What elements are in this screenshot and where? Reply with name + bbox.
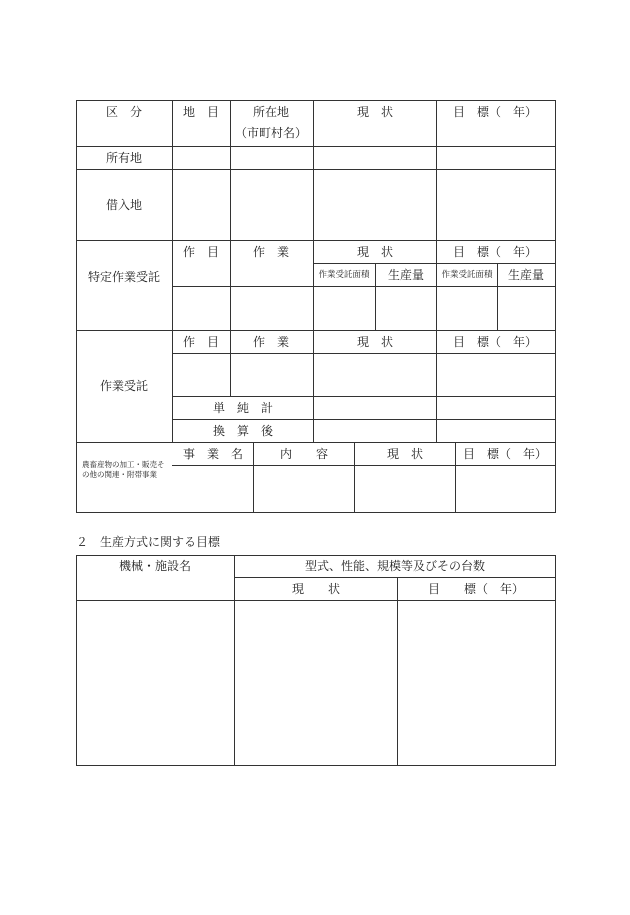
section2-mokuhyo: 目 標（ 年） (427, 582, 525, 596)
katashiki-header: 型式、性能、規模等及びその台数 (304, 559, 486, 573)
col-sep (253, 442, 254, 513)
col-sep (436, 100, 437, 443)
row-sep (76, 442, 556, 443)
tokutei-seisanryo-genjo: 生産量 (387, 268, 425, 282)
tokutei-sakumoku: 作 目 (182, 245, 220, 259)
row-sep (313, 263, 556, 264)
kariirechi-label: 借入地 (105, 198, 143, 212)
mokuhyo-header: 目 標（ 年） (452, 105, 538, 119)
row-sep (172, 465, 556, 466)
kubun-header: 区 分 (105, 105, 143, 119)
section2-title: ２ 生産方式に関する目標 (76, 535, 221, 549)
row-sep (76, 330, 556, 331)
col-sep (354, 442, 355, 513)
kako-jigyomei: 事 業 名 (182, 447, 244, 461)
kako-naiyo: 内 容 (279, 447, 329, 461)
tokutei-seisanryo-mokuhyo: 生産量 (507, 268, 545, 282)
row-sep (234, 577, 556, 578)
sagyo-sagyo: 作 業 (252, 335, 290, 349)
kansango-label: 換 算 後 (212, 424, 274, 438)
row-sep (76, 146, 556, 147)
col-sep (375, 263, 376, 331)
shoyuchi-label: 所有地 (105, 151, 143, 165)
chimoku-header: 地 目 (182, 105, 220, 119)
shozaichi-header: 所在地 (252, 105, 290, 119)
kako-genjo: 現 状 (386, 447, 424, 461)
tokutei-genjo: 現 状 (356, 245, 394, 259)
tokutei-menseki-genjo: 作業受託面積 (318, 270, 370, 280)
table2-top-border (76, 555, 556, 556)
genjo-header: 現 状 (356, 105, 394, 119)
col-sep (313, 100, 314, 443)
table1-right-border (555, 100, 556, 513)
kako-label: 農畜産物の加工・販売その他の関連・附帯事業 (82, 460, 165, 479)
table1-bottom-border (76, 512, 556, 513)
col-sep (397, 577, 398, 766)
tokutei-mokuhyo: 目 標（ 年） (452, 245, 538, 259)
shichoson-header: （市町村名） (234, 126, 308, 140)
table2-bottom-border (76, 765, 556, 766)
col-sep (455, 442, 456, 513)
col-sep (172, 100, 173, 443)
tokutei-menseki-mokuhyo: 作業受託面積 (441, 270, 493, 280)
tanjunkei-label: 単 純 計 (212, 401, 274, 415)
row-sep (76, 240, 556, 241)
sagyo-mokuhyo: 目 標（ 年） (452, 335, 538, 349)
table1-top-border (76, 100, 556, 101)
col-sep (234, 555, 235, 766)
col-sep (230, 100, 231, 397)
sagyo-sakumoku: 作 目 (182, 335, 220, 349)
kako-mokuhyo: 目 標（ 年） (462, 447, 548, 461)
table2-right-border (555, 555, 556, 766)
sagyo-genjo: 現 状 (356, 335, 394, 349)
sagyo-jutaku-label: 作業受託 (99, 379, 149, 393)
row-sep (76, 600, 556, 601)
section2-genjo: 現 状 (291, 582, 341, 596)
kikai-header: 機械・施設名 (118, 559, 192, 573)
row-sep (76, 169, 556, 170)
table1-left-border (76, 100, 77, 513)
tokutei-sagyo: 作 業 (252, 245, 290, 259)
tokutei-label: 特定作業受託 (87, 270, 161, 284)
row-sep (172, 419, 556, 420)
table2-left-border (76, 555, 77, 766)
col-sep (497, 263, 498, 331)
